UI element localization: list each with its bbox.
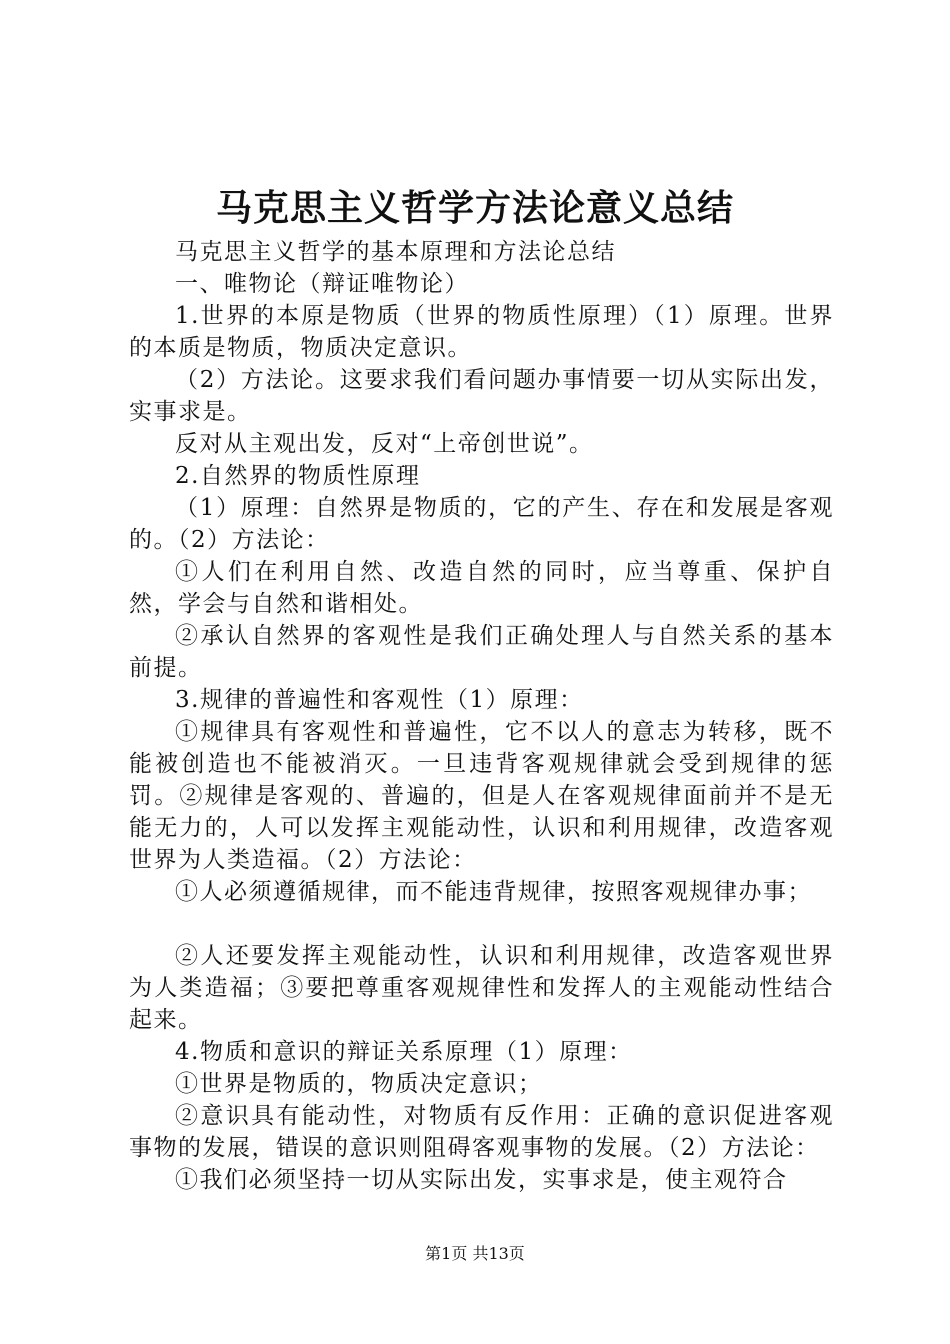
paragraph: 3.规律的普遍性和客观性（1）原理： [175, 687, 584, 713]
blank-line [129, 908, 834, 940]
page-footer: 第1页 共13页 [425, 1244, 525, 1263]
paragraph: ①规律具有客观性和普遍性，它不以人的意志为转移，既不能被创造也不能被消灭。一旦违背客观规律就会受到规律的惩罚。②规律是客观的、普遍的，但是人在客观规律面前并不是无能无力的，人可以发挥主观能动性，认识和利用规律，改造客观世界为人类造福。（2）方法论： [129, 719, 834, 873]
paragraph: 2.自然界的物质性原理 [175, 463, 421, 489]
paragraph: ①世界是物质的，物质决定意识； [175, 1071, 543, 1097]
paragraph-subtitle: 马克思主义哲学的基本原理和方法论总结 [175, 239, 616, 265]
paragraph: ②意识具有能动性，对物质有反作用：正确的意识促进客观事物的发展，错误的意识则阻碍客观事物的发展。（2）方法论： [129, 1103, 834, 1161]
paragraph: ①人们在利用自然、改造自然的同时，应当尊重、保护自然，学会与自然和谐相处。 [129, 559, 834, 617]
paragraph: 1.世界的本原是物质（世界的物质性原理）（1）原理。世界的本质是物质，物质决定意识。 [129, 303, 834, 361]
paragraph: （1）原理：自然界是物质的，它的产生、存在和发展是客观的。（2）方法论： [129, 495, 834, 553]
paragraph: ①我们必须坚持一切从实际出发，实事求是，使主观符合 [175, 1167, 788, 1193]
paragraph: ①人必须遵循规律，而不能违背规律，按照客观规律办事； [175, 879, 812, 905]
document-body [129, 236, 834, 1196]
paragraph: 4.物质和意识的辩证关系原理（1）原理： [175, 1039, 633, 1065]
paragraph: 反对从主观出发，反对“上帝创世说”。 [175, 431, 594, 457]
paragraph: ②承认自然界的客观性是我们正确处理人与自然关系的基本前提。 [129, 623, 834, 681]
paragraph: ②人还要发挥主观能动性，认识和利用规律，改造客观世界为人类造福；③要把尊重客观规律性和发挥人的主观能动性结合起来。 [129, 943, 834, 1033]
document-title: 马克思主义哲学方法论意义总结 [215, 187, 734, 229]
paragraph: （2）方法论。这要求我们看问题办事情要一切从实际出发，实事求是。 [129, 367, 834, 425]
paragraph-section-heading: 一、唯物论（辩证唯物论） [175, 271, 469, 297]
